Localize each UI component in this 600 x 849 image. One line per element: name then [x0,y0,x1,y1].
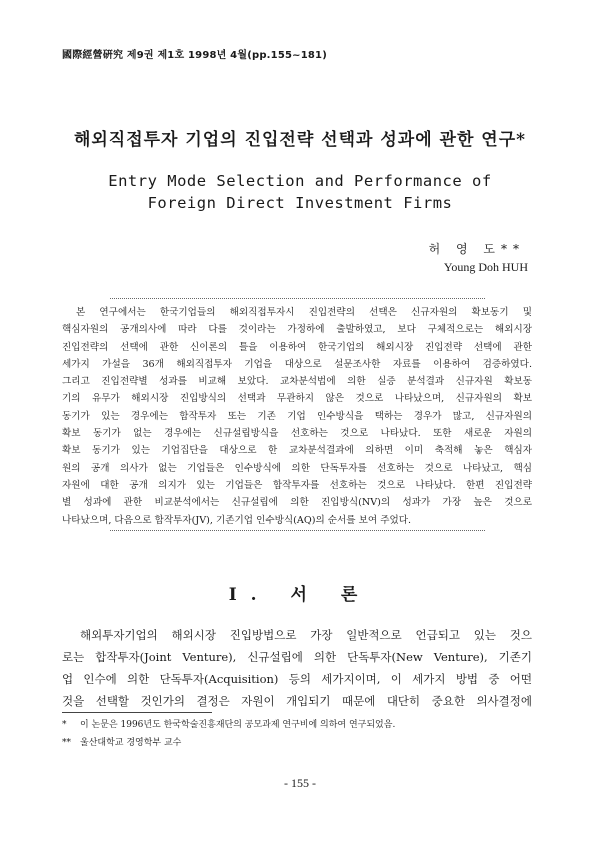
footnote-mark: ** [62,738,71,748]
body-line: 로는 합작투자(Joint Venture), 신규설립에 의한 단독투자(New Venture), 기존기 [62,650,532,664]
author-english: Young Doh HUH [443,260,528,274]
footnote [62,716,395,734]
footnote [62,734,395,752]
body-line: 것을 선택할 것인가의 결정은 자원이 개입되기 때문에 대단히 중요한 의사결정에 [62,694,532,708]
abstract-line: 그리고 진입전략별 성과를 비교해 보았다. 교차분석법에 의한 실증 분석결과 신규자원 확보동 [62,376,532,388]
abstract [62,304,532,529]
abstract-line: 자원에 대한 공개 의지가 있는 기업들은 합작투자를 선호하는 것으로 나타났다. 한편 진입전략 [62,479,532,491]
journal-header: 國際經營硏究 제9권 제1호 1998년 4월(pp.155~181) [62,50,327,61]
english-title [0,170,600,214]
abstract-line: 세가지 가설을 36개 해외직접투자 기업을 대상으로 설문조사한 자료를 이용하여 검증하였다. [62,358,532,370]
abstract-line: 원의 공개 의사가 없는 기업들은 인수방식에 의한 단독투자를 선호하는 것으로 나타났고, 핵심 [62,462,532,474]
abstract-line: 별 성과에 관한 비교분석에서는 신규설립에 의한 진입방식(NV)의 성과가 가장 높은 것으로 [62,497,532,509]
author-korean: 허 영 도** [428,242,525,256]
footnote-divider [62,712,212,713]
body-paragraph [62,624,532,712]
abstract-line: 기의 유무가 해외시장 진입방식의 선택과 무관하지 않은 것으로 나타났으며, 신규자원의 확보 [62,393,532,405]
abstract-line: 동기가 있는 경우에는 합작투자 또는 기존 기업 인수방식을 택하는 경우가 많고, 신규자원의 [62,410,532,422]
footnotes [62,716,395,752]
abstract-line: 확보 동기가 있는 기업집단을 대상으로 한 교차분석결과에 의하면 이미 축적해 놓은 핵심자 [62,445,532,457]
abstract-line: 진입전략의 선택에 관한 신이론의 틀을 이용하여 한국기업의 해외시장 진입전략 선택에 관한 [62,341,532,353]
footnote-mark: * [62,720,67,730]
body-line: 해외투자기업의 해외시장 진입방법으로 가장 일반적으로 언급되고 있는 것으 [80,628,532,642]
korean-title: 해외직접투자 기업의 진입전략 선택과 성과에 관한 연구* [73,130,527,150]
abstract-line: 확보 동기가 없는 경우에는 신규설립방식을 선호하는 것으로 나타났다. 또한 새로운 자원의 [62,428,532,440]
abstract-line: 본 연구에서는 한국기업들의 해외직접투자시 진입전략의 선택은 신규자원의 확보동기 및 [76,307,532,318]
abstract-top-divider [110,298,485,299]
english-title-line-1: Entry Mode Selection and Performance of [108,172,492,190]
footnote-text: 울산대학교 경영학부 교수 [80,738,182,748]
english-title-line-2: Foreign Direct Investment Firms [147,194,453,212]
abstract-line: 핵심자원의 공개의사에 따라 다를 것이라는 가정하에 출발하였고, 보다 구체적으로는 해외시장 [62,324,532,336]
footnote-text: 이 논문은 1996년도 한국학술진흥재단의 공모과제 연구비에 의하여 연구되었음. [80,720,396,730]
abstract-line: 나타났으며, 다음으로 합작투자(JV), 기존기업 인수방식(AQ)의 순서를 보여 주었다. [62,514,412,526]
abstract-bottom-divider [110,530,485,531]
page-number: - 155 - [284,776,316,790]
section-heading: I. 서 론 [228,585,372,605]
body-line: 업 인수에 의한 단독투자(Acquisition) 등의 세가지이며, 이 세가지 방법 중 어떤 [62,672,532,686]
